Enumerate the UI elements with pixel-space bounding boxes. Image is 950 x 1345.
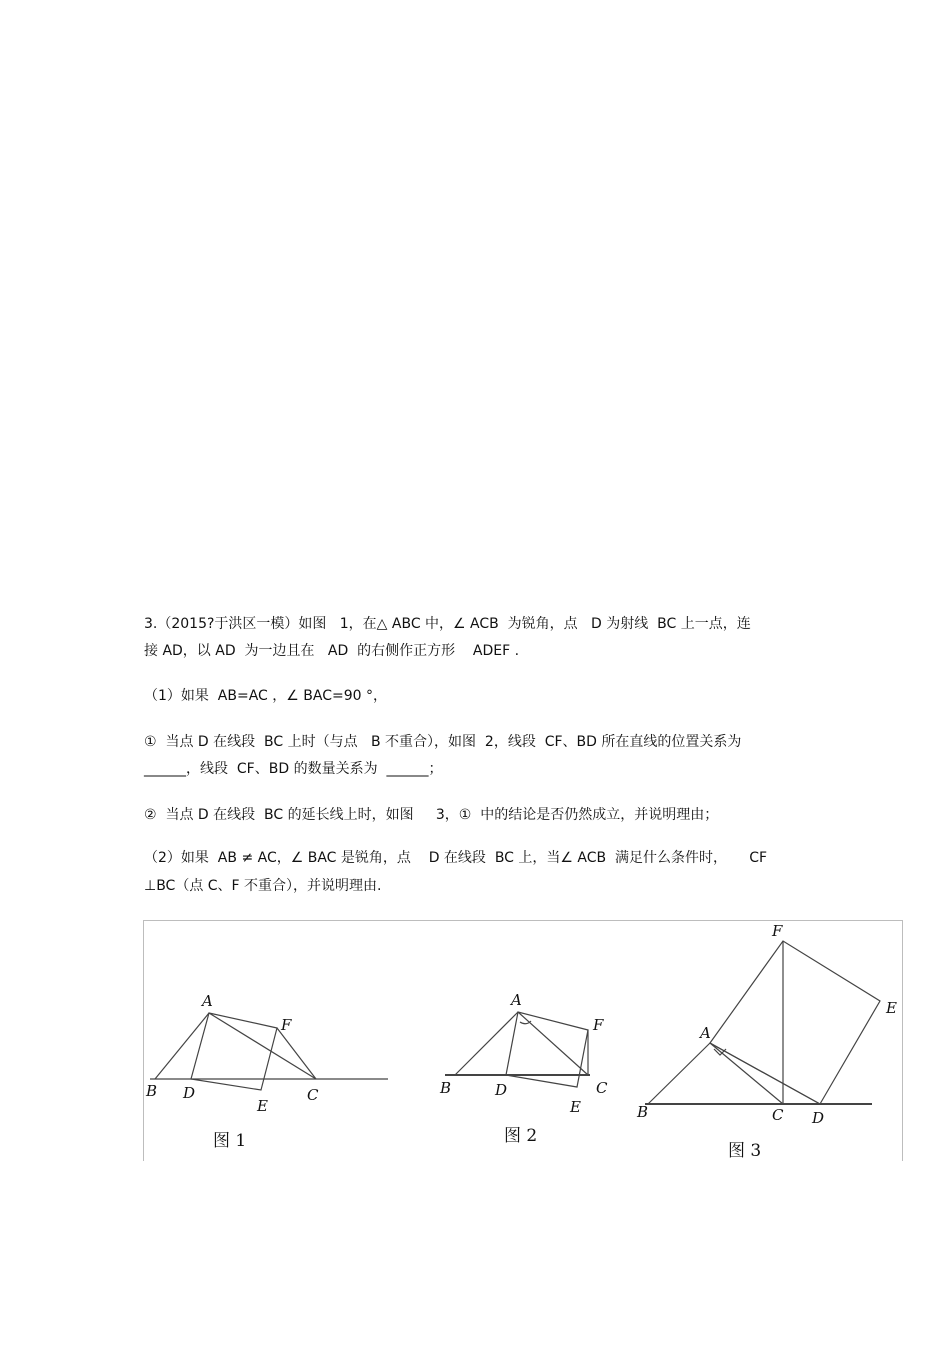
fig1-label-e: E bbox=[257, 1097, 268, 1115]
fig3-label-e: E bbox=[886, 999, 897, 1017]
fig1-label-c: C bbox=[307, 1086, 319, 1104]
fig2-caption: 图 2 bbox=[504, 1126, 538, 1146]
fig2-label-f: F bbox=[593, 1016, 604, 1034]
fig3-segment-ad bbox=[710, 1043, 820, 1104]
fig3-label-b: B bbox=[637, 1103, 649, 1121]
fig2-label-d: D bbox=[495, 1081, 508, 1099]
fig1-segment-ac bbox=[209, 1013, 316, 1079]
fig3-label-d: D bbox=[812, 1109, 825, 1127]
question-2: ② 当点 D 在线段 BC 的延长线上时，如图 3，① 中的结论是否仍然成立，并说明理由； bbox=[144, 807, 719, 823]
part2-line-1: （2）如果 AB ≠ AC，∠ BAC 是锐角，点 D 在线段 BC 上，当∠ ACB 满足什么条件时， CF bbox=[144, 850, 768, 866]
problem-line-1: 3.（2015?于洪区一模）如图 1，在△ ABC 中，∠ ACB 为锐角，点 D 为射线 BC 上一点，连 bbox=[144, 616, 751, 632]
part1-heading: （1）如果 AB=AC ，∠ BAC=90 °， bbox=[144, 688, 387, 704]
fig3-square-adef bbox=[710, 941, 880, 1104]
figure-3-diagram bbox=[645, 941, 880, 1104]
fig3-label-c: C bbox=[772, 1106, 784, 1124]
fig1-label-d: D bbox=[183, 1084, 196, 1102]
fig2-label-e: E bbox=[570, 1098, 581, 1116]
part2-line-2: ⊥BC（点 C、F 不重合），并说明理由. bbox=[144, 878, 382, 894]
fig1-segment-ab bbox=[155, 1013, 209, 1079]
question-1-line-2: ______，线段 CF、BD 的数量关系为 ______； bbox=[144, 761, 443, 777]
fig2-label-a: A bbox=[511, 991, 522, 1009]
fig3-label-a: A bbox=[700, 1024, 711, 1042]
fig3-label-f: F bbox=[772, 922, 783, 940]
fig3-segment-ac bbox=[710, 1043, 783, 1104]
fig2-label-b: B bbox=[440, 1079, 452, 1097]
figure-2-diagram bbox=[445, 1012, 590, 1087]
fig1-label-b: B bbox=[146, 1082, 158, 1100]
fig3-caption: 图 3 bbox=[728, 1141, 762, 1161]
problem-line-2: 接 AD，以 AD 为一边且在 AD 的右侧作正方形 ADEF . bbox=[144, 643, 520, 659]
figure-1-diagram bbox=[150, 1013, 388, 1090]
question-1-line-1: ① 当点 D 在线段 BC 上时（与点 B 不重合），如图 2，线段 CF、BD 所在直线的位置关系为 bbox=[144, 734, 742, 750]
fig2-label-c: C bbox=[596, 1079, 608, 1097]
fig1-segment-fc bbox=[277, 1028, 316, 1079]
fig1-label-a: A bbox=[202, 992, 213, 1010]
fig1-label-f: F bbox=[281, 1016, 292, 1034]
fig2-segment-ab bbox=[455, 1012, 518, 1075]
fig1-caption: 图 1 bbox=[213, 1131, 247, 1151]
fig3-segment-ab bbox=[648, 1043, 710, 1104]
